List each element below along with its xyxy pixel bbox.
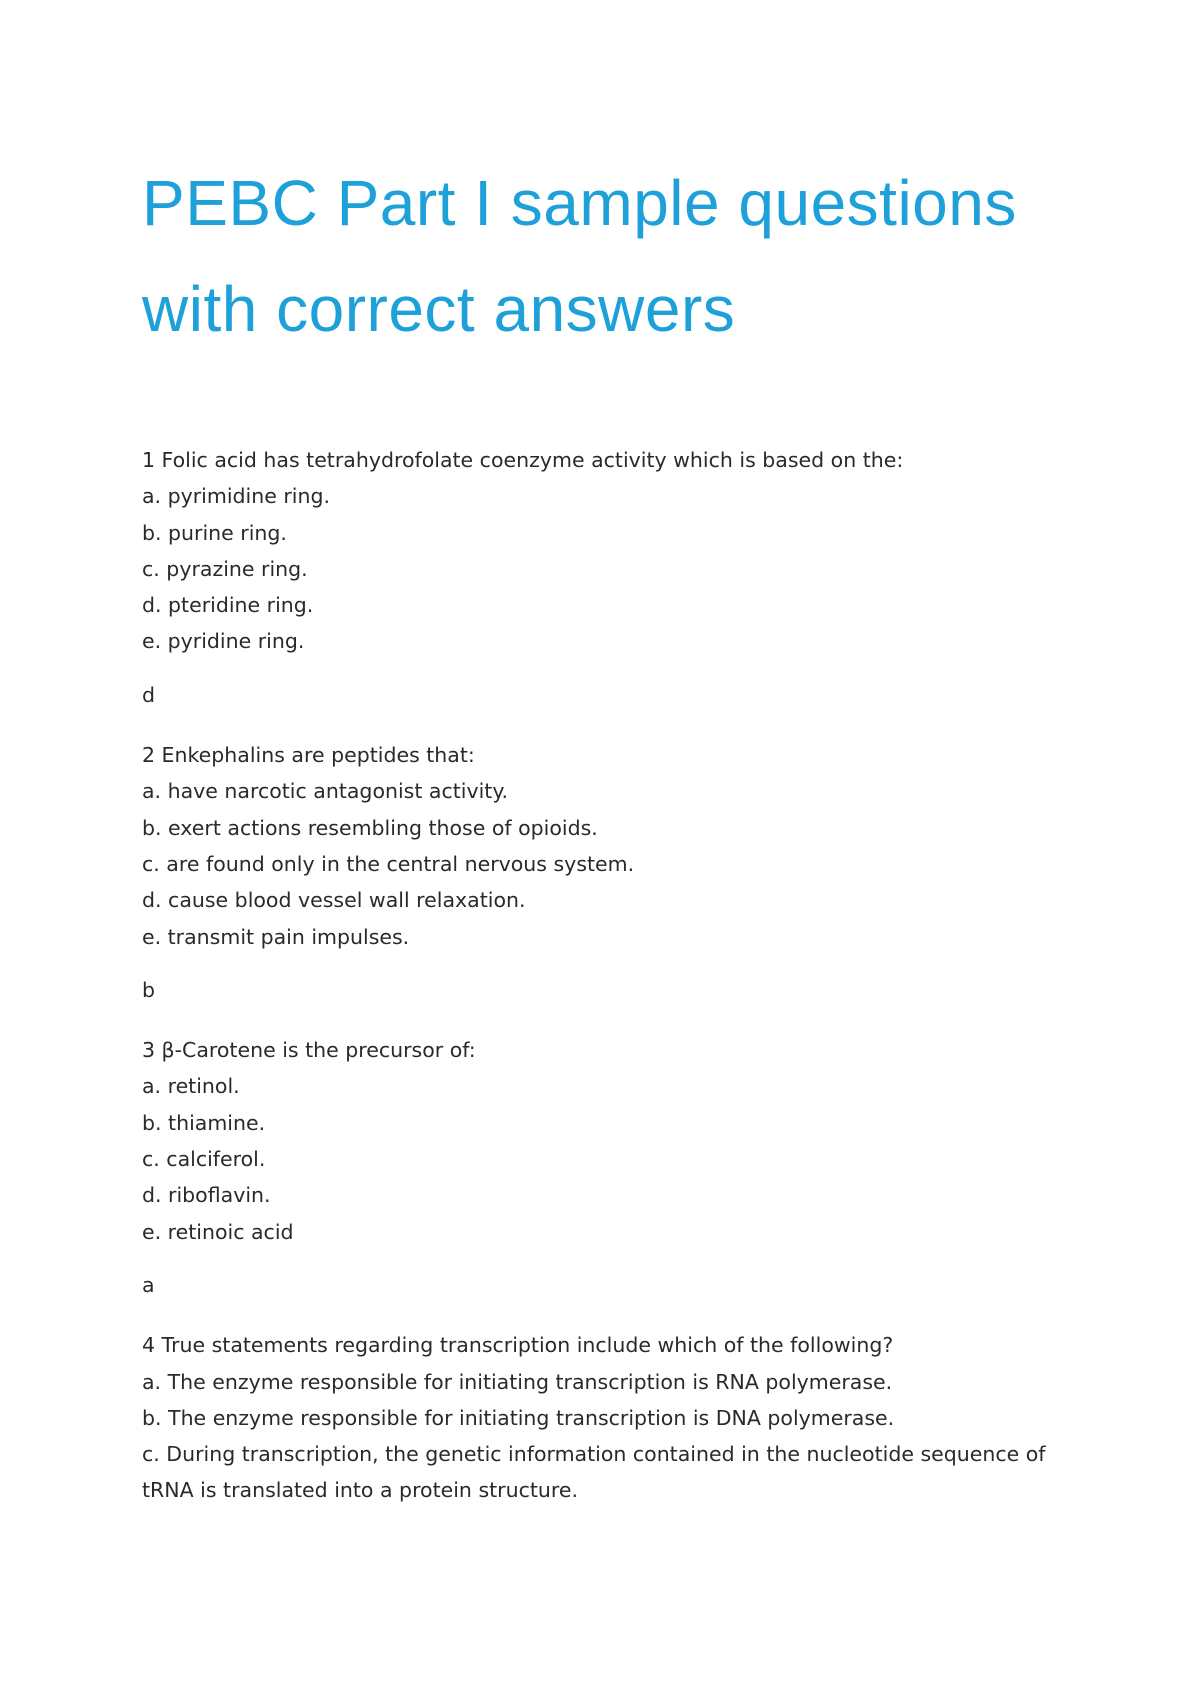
question-option: d. riboflavin.: [142, 1183, 271, 1208]
question-answer: d: [142, 682, 156, 707]
question-option: d. cause blood vessel wall relaxation.: [142, 888, 526, 913]
question-list: [142, 442, 1072, 1533]
question-option: c. are found only in the central nervous system.: [142, 851, 635, 876]
question-option: a. have narcotic antagonist activity.: [142, 779, 509, 804]
question-1: [142, 442, 1072, 713]
page-title: [142, 150, 1102, 362]
question-stem: 4 True statements regarding transcription include which of the following?: [142, 1333, 894, 1358]
question-option: b. thiamine.: [142, 1110, 266, 1135]
question-option: a. retinol.: [142, 1074, 240, 1099]
question-option: d. pteridine ring.: [142, 593, 314, 618]
question-stem: 1 Folic acid has tetrahydrofolate coenzyme activity which is based on the:: [142, 448, 904, 472]
question-option: e. pyridine ring.: [142, 629, 305, 654]
question-option: c. calciferol.: [142, 1147, 266, 1172]
question-option: b. purine ring.: [142, 520, 287, 545]
question-answer: b: [142, 977, 156, 1002]
question-option: e. retinoic acid: [142, 1219, 294, 1244]
question-option: c. During transcription, the genetic information contained in the nucleotide sequence of tRNA is translated into a protein structure.: [142, 1442, 1046, 1503]
question-option: b. exert actions resembling those of opioids.: [142, 815, 598, 840]
question-4: [142, 1327, 1072, 1508]
question-answer: a: [142, 1272, 155, 1297]
title-line-1: PEBC Part I sample questions: [142, 167, 1017, 239]
question-option: a. The enzyme responsible for initiating transcription is RNA polymerase.: [142, 1369, 893, 1394]
question-stem: 2 Enkephalins are peptides that:: [142, 743, 475, 768]
question-option: e. transmit pain impulses.: [142, 924, 410, 949]
question-3: [142, 1032, 1072, 1303]
question-option: a. pyrimidine ring.: [142, 484, 331, 509]
title-line-2: with correct answers: [142, 273, 736, 345]
question-stem: 3 β-Carotene is the precursor of:: [142, 1038, 476, 1063]
question-option: b. The enzyme responsible for initiating transcription is DNA polymerase.: [142, 1405, 895, 1430]
question-2: [142, 737, 1072, 1008]
question-option: c. pyrazine ring.: [142, 556, 308, 581]
